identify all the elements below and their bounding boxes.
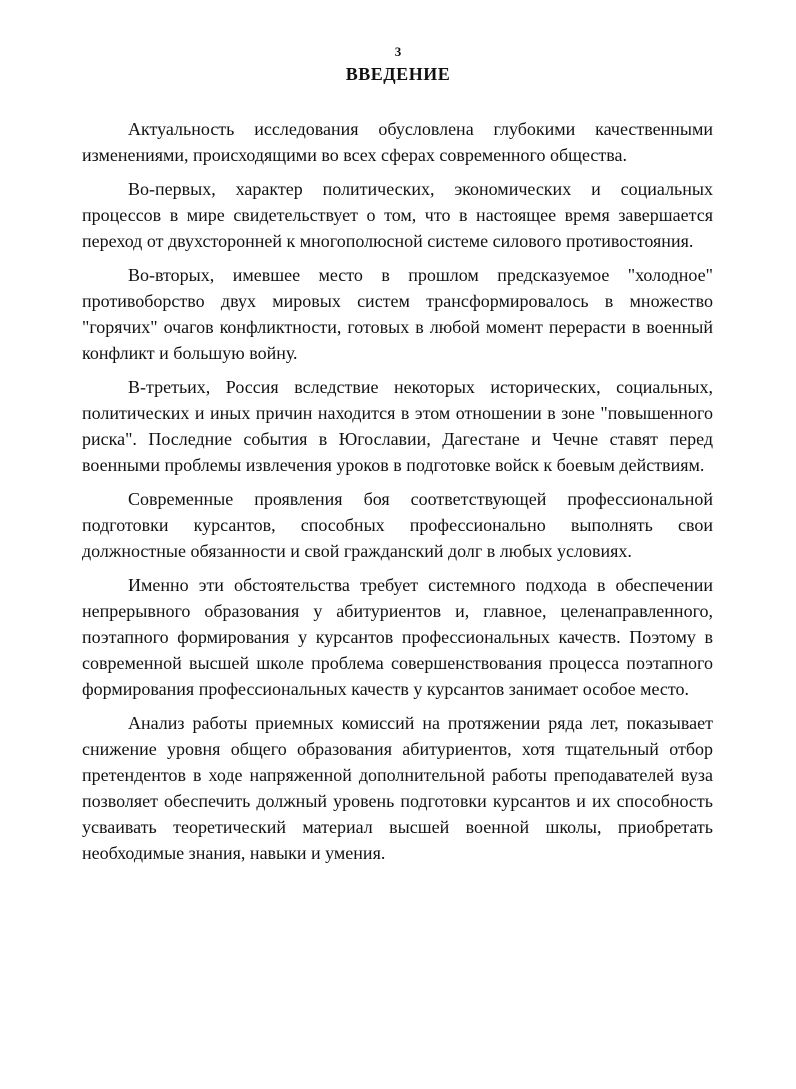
page-number: 3 xyxy=(394,44,402,59)
page-title: ВВЕДЕНИЕ xyxy=(345,64,451,84)
paragraph-relevance: Актуальность исследования обусловлена глубокими качественными изменениями, происходящими во всех сферах современного общества. xyxy=(82,119,713,165)
paragraph-circumstances: Именно эти обстоятельства требует системного подхода в обеспечении непрерывного образования у абитуриентов и, главное, целенаправленного, поэтапного формирования у курсантов профессиональных качеств. Поэтому в современной высшей школе проблема совершенствования процесса поэтапного формирования профессиональных качеств у курсантов занимает особое место. xyxy=(82,575,713,699)
paragraph-third: В-третьих, Россия вследствие некоторых исторических, социальных, политических и иных причин находится в этом отношении в зоне "повышенного риска". Последние события в Югославии, Дагестане и Чечне ставят перед военными проблемы извлечения уроков в подготовке войск к боевым действиям. xyxy=(82,377,713,475)
paragraph-modern-combat: Современные проявления боя соответствующей профессиональной подготовки курсантов, способных профессионально выполнять свои должностные обязанности и свой гражданский долг в любых условиях. xyxy=(82,489,713,561)
paragraph-first: Во-первых, характер политических, экономических и социальных процессов в мире свидетельствует о том, что в настоящее время завершается переход от двухсторонней к многополюсной системе силового противостояния. xyxy=(82,179,713,251)
paragraph-second: Во-вторых, имевшее место в прошлом предсказуемое "холодное" противоборство двух мировых систем трансформировалось в множество "горячих" очагов конфликтности, готовых в любой момент перерасти в военный конфликт и большую войну. xyxy=(82,265,713,363)
body-text xyxy=(82,116,713,874)
paragraph-admissions-analysis: Анализ работы приемных комиссий на протяжении ряда лет, показывает снижение уровня общего образования абитуриентов, хотя тщательный отбор претендентов в ходе напряженной дополнительной работы преподавателей вуза позволяет обеспечить должный уровень подготовки курсантов и их способность усваивать теоретический материал высшей военной школы, приобретать необходимые знания, навыки и умения. xyxy=(82,713,713,863)
